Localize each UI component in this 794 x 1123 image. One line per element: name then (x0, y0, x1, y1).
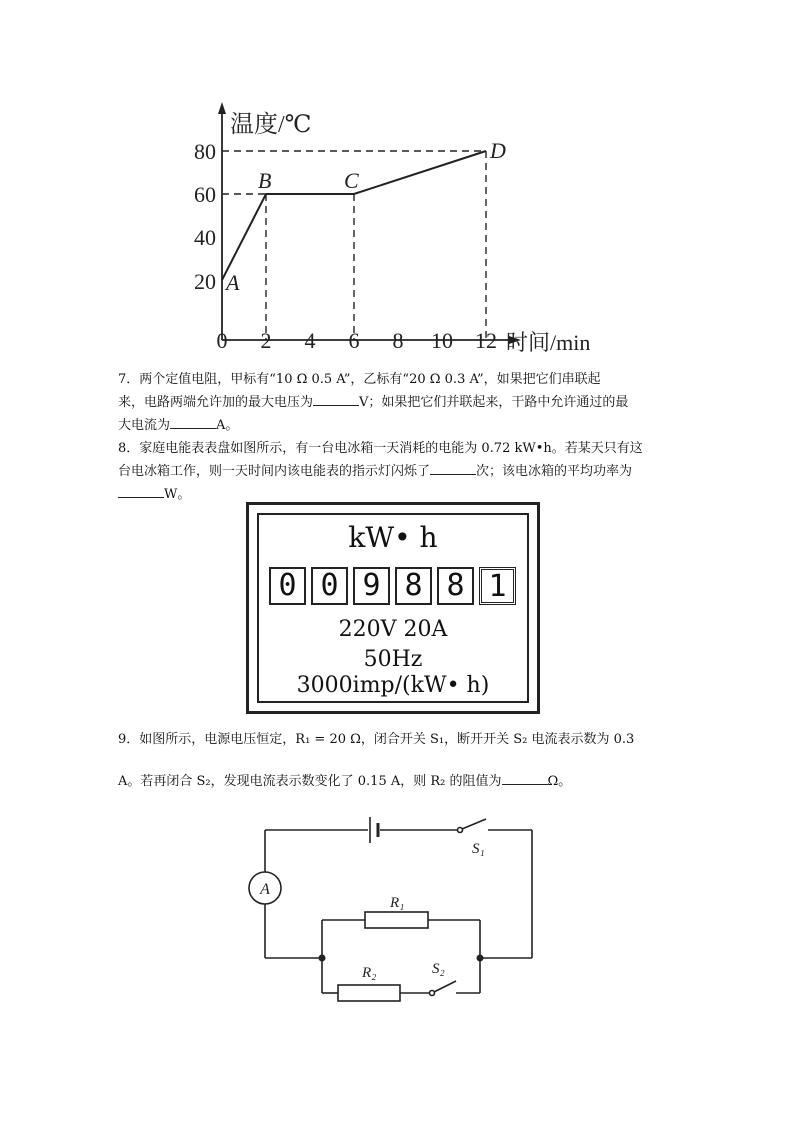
q8-blank-flashes[interactable] (430, 460, 476, 475)
y-tick-labels (194, 139, 216, 294)
temperature-time-graph (180, 100, 640, 360)
q7-blank-current[interactable] (170, 414, 216, 429)
meter-frequency: 50Hz (363, 647, 423, 672)
meter-rating: 220V 20A (338, 617, 448, 642)
meter-constant: 3000imp/(kW• h) (296, 673, 490, 698)
y-tick-80: 80 (194, 139, 216, 164)
y-tick-20: 20 (194, 269, 216, 294)
q7-line-2 (118, 391, 678, 414)
label-s2: S₂ (432, 961, 445, 977)
junction-left (319, 955, 326, 962)
q7-line-2-start: 来，电路两端允许加的最大电压为 (118, 395, 314, 410)
q8-line-2-end: 次；该电冰箱的平均功率为 (476, 464, 633, 479)
q9-line-1-end: R₁ = 20 Ω，闭合开关 S₁，断开开关 S₂ 电流表示数为 0.3 (295, 732, 635, 747)
question-7 (118, 368, 678, 437)
q8-line-2-start: 台电冰箱工作，则一天时间内该电能表的指示灯闪烁了 (118, 464, 431, 479)
ammeter-label: A (260, 881, 270, 898)
energy-meter (246, 502, 540, 714)
meter-unit: kW• h (348, 521, 438, 554)
x-tick-0: 0 (216, 328, 228, 353)
meter-digit: 0 (269, 567, 306, 605)
switch-s1 (458, 819, 487, 833)
circuit-diagram (240, 815, 540, 1005)
battery-symbol (370, 817, 378, 843)
x-tick-4: 4 (304, 328, 316, 353)
q7-line-3-end: A。 (216, 418, 239, 433)
y-tick-40: 40 (194, 225, 216, 250)
q7-line-2-end: V；如果把它们并联起来，干路中允许通过的最 (359, 395, 629, 410)
x-tick-8: 8 (392, 328, 404, 353)
q8-line-2 (118, 460, 678, 483)
meter-digit-decimal: 1 (479, 567, 516, 605)
question-9 (118, 728, 678, 794)
q9-line-1 (118, 728, 678, 752)
q8-blank-power[interactable] (118, 483, 164, 498)
resistor-r2 (338, 985, 400, 1001)
resistor-r1 (365, 912, 428, 928)
q7-line-1: 7．两个定值电阻，甲标有“10 Ω 0.5 A”，乙标有“20 Ω 0.3 A”，如果把它们串联起 (118, 372, 601, 387)
question-8 (118, 437, 678, 506)
meter-digit: 8 (437, 567, 474, 605)
q9-blank-resistance[interactable] (502, 770, 548, 785)
x-tick-6: 6 (348, 328, 360, 353)
q8-line-1: 8．家庭电能表表盘如图所示，有一台电冰箱一天消耗的电能为 0.72 kW•h。若某天只有这 (118, 441, 643, 456)
q9-line-2-end: Ω。 (547, 774, 572, 789)
switch-s2 (430, 981, 457, 996)
meter-digit: 0 (311, 567, 348, 605)
junction-right (477, 955, 484, 962)
x-tick-10: 10 (431, 328, 453, 353)
label-s1: S₁ (472, 841, 485, 857)
y-axis-label: 温度/℃ (230, 112, 312, 138)
point-label-a: A (226, 270, 240, 295)
meter-digits (269, 567, 516, 605)
y-tick-60: 60 (194, 182, 216, 207)
q9-line-1-start: 9．如图所示，电源电压恒定， (118, 732, 296, 747)
label-r1: R₁ (390, 895, 405, 911)
meter-digit: 8 (395, 567, 432, 605)
q9-line-2 (118, 770, 678, 794)
q7-line-3-start: 大电流为 (118, 418, 171, 433)
label-r2: R₂ (362, 965, 377, 981)
q9-line-2-start: A。若再闭合 S₂，发现电流表示数变化了 0.15 A，则 R₂ 的阻值为 (118, 774, 502, 789)
q8-line-3-end: W。 (164, 487, 191, 502)
meter-panel (257, 513, 529, 703)
point-label-c: C (344, 168, 359, 193)
point-label-b: B (258, 168, 272, 193)
q7-blank-voltage[interactable] (313, 391, 359, 406)
x-tick-12: 12 (475, 328, 497, 353)
y-axis-arrow (218, 102, 226, 114)
q7-line-3 (118, 414, 678, 437)
point-label-d: D (490, 138, 506, 163)
meter-digit: 9 (353, 567, 390, 605)
x-axis-label: 时间/min (506, 330, 591, 355)
x-tick-2: 2 (260, 328, 272, 353)
